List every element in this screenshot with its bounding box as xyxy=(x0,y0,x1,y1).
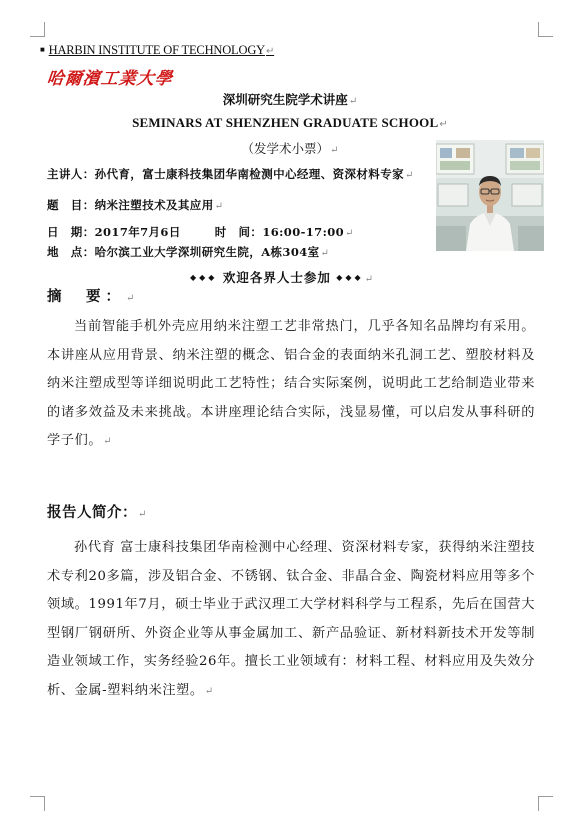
paragraph-mark-icon: ↵ xyxy=(214,201,224,212)
time-value: 16:00-17:00 xyxy=(262,225,345,239)
abstract-heading-line xyxy=(47,285,139,306)
paragraph-mark-icon: ↵ xyxy=(138,509,147,520)
date-value: 2017年7月6日 xyxy=(94,225,181,239)
abstract-heading: 摘 要： xyxy=(47,288,125,305)
title-chinese-line xyxy=(40,90,540,108)
institution-header xyxy=(40,43,274,58)
bullet-icon: ■ xyxy=(40,45,45,54)
date-label: 日 期： xyxy=(47,225,95,239)
topic-label: 题 目： xyxy=(47,198,95,212)
bio-heading-line xyxy=(47,501,147,522)
bio-heading: 报告人简介： xyxy=(47,504,137,521)
paragraph-mark-icon: ↵ xyxy=(330,145,339,156)
paragraph-mark-icon: ↵ xyxy=(405,170,414,181)
diamond-bullets-icon: ◆◆◆ xyxy=(190,272,218,282)
paragraph-mark-icon: ↵ xyxy=(320,248,330,259)
date-time-line xyxy=(47,224,354,240)
speaker-line xyxy=(47,166,414,182)
topic-line xyxy=(47,197,223,213)
paragraph-mark-icon: ↵ xyxy=(345,228,354,239)
speaker-value: 孙代育，富士康科技集团华南检测中心经理、资深材料专家 xyxy=(94,167,405,181)
title-english: SEMINARS AT SHENZHEN GRADUATE SCHOOL xyxy=(132,115,439,130)
diamond-bullets-icon: ◆◆◆ xyxy=(336,272,364,282)
paragraph-mark-icon: ↵ xyxy=(364,274,375,285)
crop-mark-bottom-left xyxy=(30,796,45,811)
abstract-paragraph xyxy=(47,313,535,457)
speaker-photo-image xyxy=(436,140,544,251)
paragraph-mark-icon: ↵ xyxy=(103,436,113,447)
paragraph-mark-icon: ↵ xyxy=(265,46,275,57)
bio-paragraph xyxy=(47,534,535,706)
topic-value: 纳米注塑技术及其应用 xyxy=(94,198,214,212)
crop-mark-bottom-right xyxy=(538,796,553,811)
ticket-note: （发学术小票） xyxy=(241,141,330,156)
bio-text: 孙代育 富士康科技集团华南检测中心经理、资深材料专家，获得纳米注塑技术专利20多篇，涉及铝合金、不锈钢、钛合金、非晶合金、陶瓷材料应用等多个领域。1991年7月，硕士毕业于武汉理工大学材料科学与工程系，先后在国营大型钢厂钢研所、外资企业等从事金属加工、新产品验证、新材料新技术开发等制造业领域工作，实务经验26年。擅长工业领域有：材料工程、材料应用及失效分析、金属-塑料纳米注塑。 xyxy=(47,540,535,698)
crop-mark-top-left xyxy=(30,22,45,37)
location-label: 地 点： xyxy=(47,245,95,259)
title-english-line xyxy=(40,115,540,131)
abstract-text: 当前智能手机外壳应用纳米注塑工艺非常热门，几乎各知名品牌均有采用。本讲座从应用背景、纳米注塑的概念、铝合金的表面纳米孔洞工艺、塑胶材料及纳米注塑成型等详细说明此工艺特性；结合实际案例，说明此工艺给制造业带来的诸多效益及未来挑战。本讲座理论结合实际，浅显易懂，可以启发从事科研的学子们。 xyxy=(47,319,535,448)
institution-name: HARBIN INSTITUTE OF TECHNOLOGY xyxy=(48,43,265,57)
crop-mark-top-right xyxy=(538,22,553,37)
location-value: 哈尔滨工业大学深圳研究生院，A栋304室 xyxy=(94,245,320,259)
time-label: 时 间： xyxy=(214,225,263,239)
location-line xyxy=(47,244,329,260)
welcome-text: 欢迎各界人士参加 xyxy=(222,270,331,285)
paragraph-mark-icon: ↵ xyxy=(439,119,448,130)
paragraph-mark-icon: ↵ xyxy=(126,293,140,304)
paragraph-mark-icon: ↵ xyxy=(348,96,358,107)
title-chinese: 深圳研究生院学术讲座 xyxy=(222,92,348,107)
speaker-label: 主讲人： xyxy=(47,167,95,181)
paragraph-mark-icon: ↵ xyxy=(204,685,214,697)
speaker-photo xyxy=(436,140,544,251)
university-logo-calligraphy: 哈爾濱工業大學 xyxy=(45,69,174,89)
welcome-line xyxy=(190,268,374,286)
